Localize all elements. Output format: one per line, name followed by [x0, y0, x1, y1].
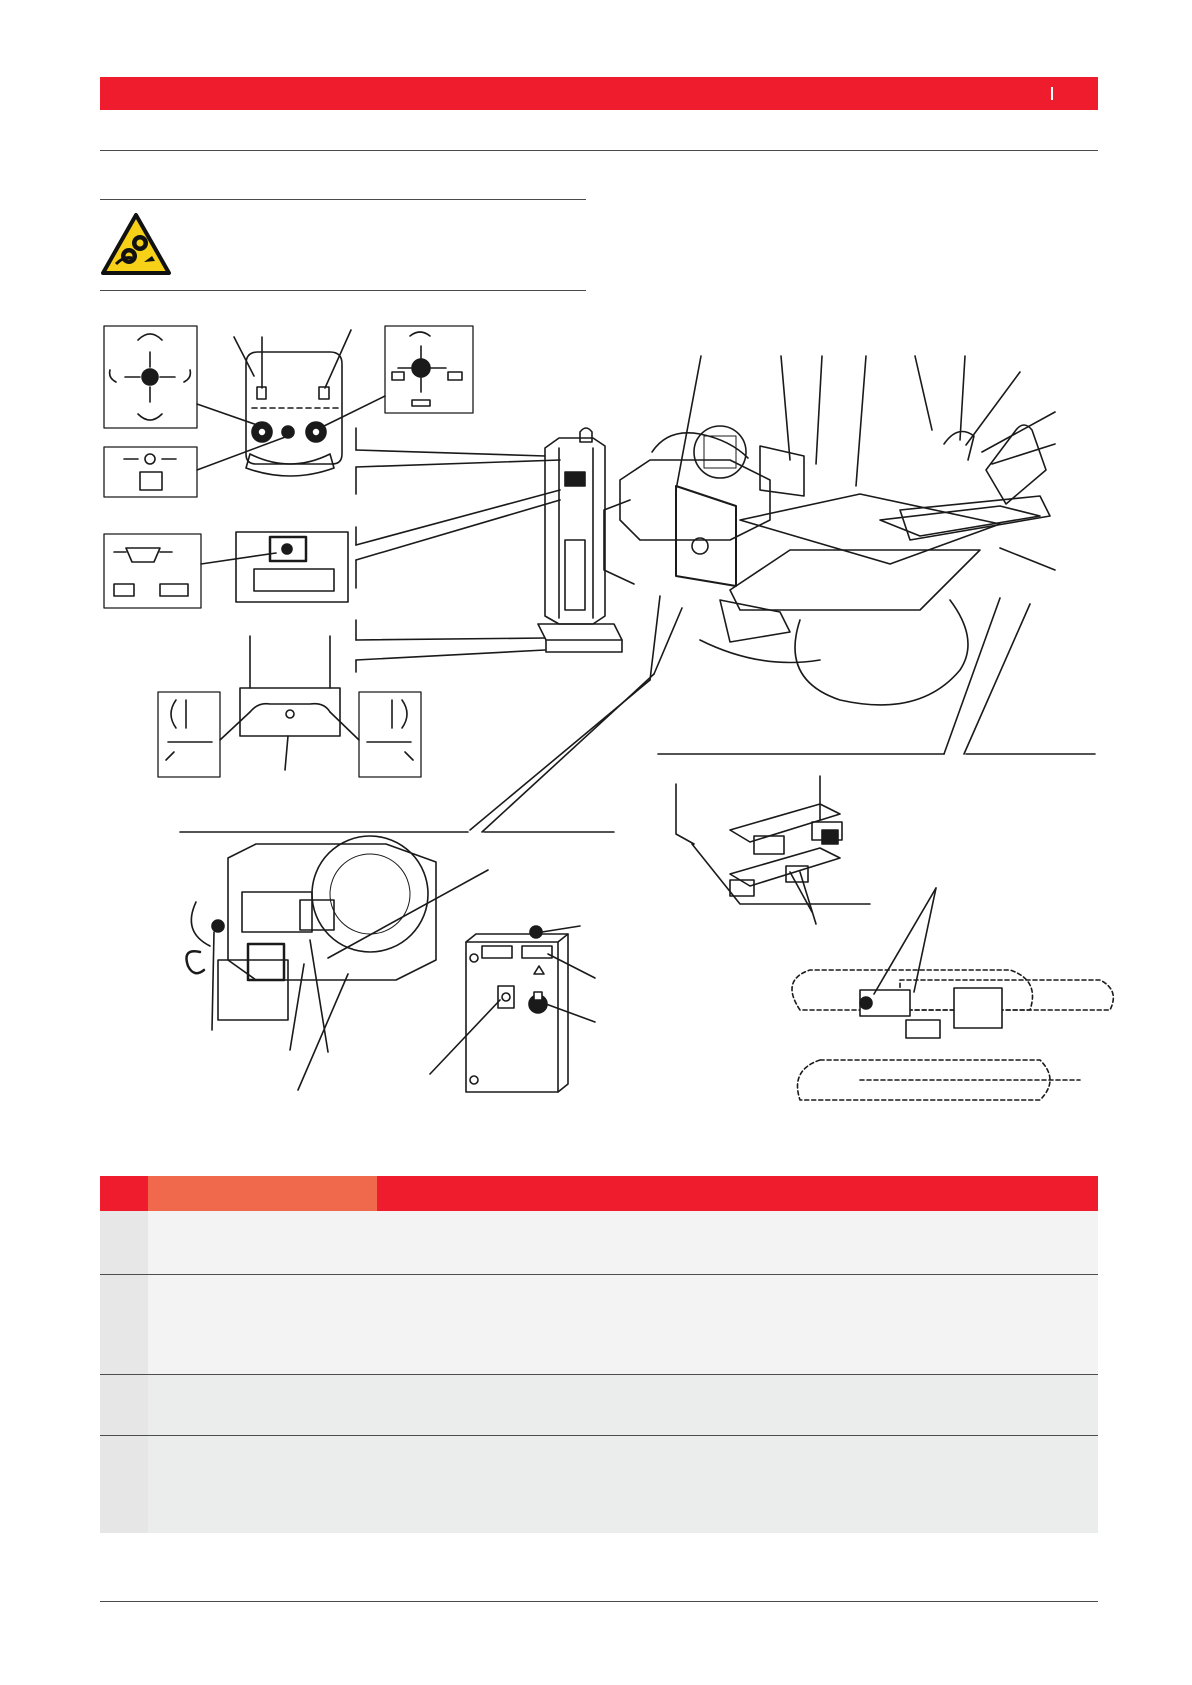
table-row [100, 1374, 1098, 1435]
table-cell [377, 1374, 1098, 1435]
column-tower [538, 428, 622, 652]
table-cell [100, 1435, 148, 1533]
column-tower-connectors [356, 428, 560, 672]
cylinder-parts [860, 888, 1002, 1038]
tyre-changer-machine [604, 356, 1055, 705]
footer-divider [100, 1601, 1098, 1602]
table-cell [100, 1274, 148, 1374]
detail-connectors [180, 596, 1095, 832]
table-cell [148, 1211, 1098, 1274]
table-header-col-1 [100, 1176, 148, 1211]
electrical-box-detail [430, 926, 595, 1092]
table-header-col-3 [377, 1176, 1098, 1211]
rotation-pictogram [104, 436, 288, 497]
valve-block-detail [676, 776, 870, 924]
table-cell [100, 1211, 148, 1274]
table-cell [377, 1435, 1098, 1533]
table-cell [148, 1435, 377, 1533]
pedal-base-pictograms [158, 636, 421, 777]
cylinder-detail [792, 970, 1113, 1100]
hydraulic-unit-detail [187, 836, 489, 1090]
table-cell [148, 1374, 377, 1435]
control-panel-front [197, 330, 385, 476]
slide-switch-pictogram [104, 532, 348, 608]
table-row [100, 1274, 1098, 1374]
table-cell [148, 1274, 1098, 1374]
table-row [100, 1211, 1098, 1274]
table-header-col-2 [148, 1176, 377, 1211]
joystick-direction-pictogram [104, 326, 197, 428]
specification-table [100, 1176, 1098, 1533]
table-row [100, 1435, 1098, 1533]
pedal-direction-pictogram [385, 326, 473, 413]
table-cell [100, 1374, 148, 1435]
